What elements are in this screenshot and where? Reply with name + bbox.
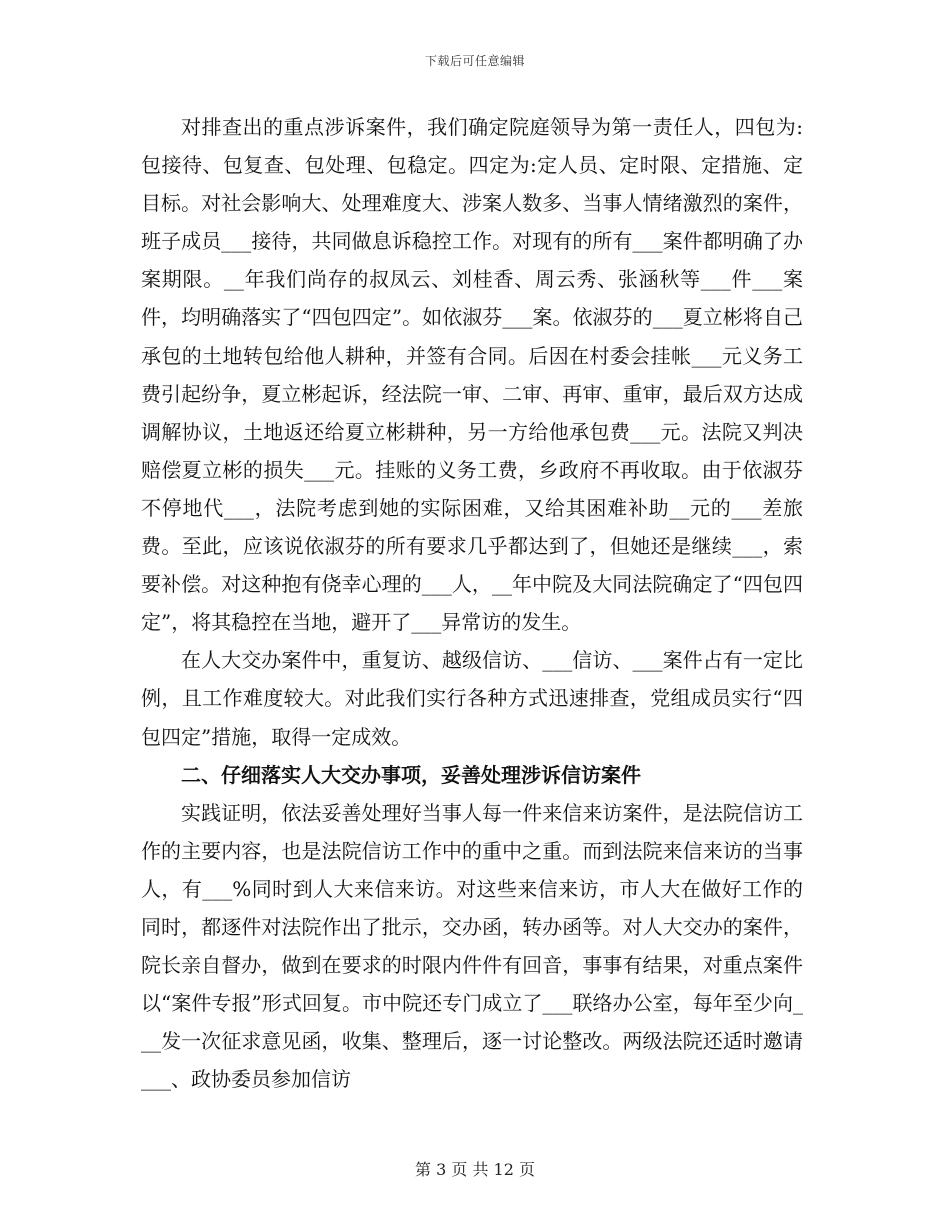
body-paragraph-2: 在人大交办案件中，重复访、越级信访、___信访、___案件占有一定比例，且工作难度较大。对此我们实行各种方式迅速排查，党组成员实行“四包四定”措施，取得一定成效。 <box>141 648 803 749</box>
page-number: 第 3 页 共 12 页 <box>415 1160 535 1179</box>
body-paragraph-1: 对排查出的重点涉诉案件，我们确定院庭领导为第一责任人，四包为:包接待、包复查、包处理、包稳定。四定为:定人员、定时限、定措施、定目标。对社会影响大、处理难度大、涉案人数多、当事人情绪激烈的案件，班子成员___接待，共同做息诉稳控工作。对现有的所有___案件都明确了办案期限。__年我们尚存的叔凤云、刘桂香、周云秀、张涵秋等___件___案件，均明确落实了“四包四定”。如依淑芬___案。依淑芬的___夏立彬将自己承包的土地转包给他人耕种，并签有合同。后因在村委会挂帐___元义务工费引起纷争，夏立彬起诉，经法院一审、二审、再审、重审，最后双方达成调解协议，土地返还给夏立彬耕种，另一方给他承包费___元。法院又判决赔偿夏立彬的损失___元。挂账的义务工费，乡政府不再收取。由于依淑芬不停地代___，法院考虑到她的实际困难，又给其困难补助__元的___差旅费。至此，应该说依淑芬的所有要求几乎都达到了，但她还是继续___，索要补偿。对这种抱有侥幸心理的___人，__年中院及大同法院确定了“四包四定”，将其稳控在当地，避开了___异常访的发生。 <box>141 115 803 635</box>
document-body <box>141 108 803 1098</box>
section-heading: 二、仔细落实人大交办事项，妥善处理涉诉信访案件 <box>181 762 641 787</box>
header-note: 下载后可任意编辑 <box>424 54 525 68</box>
body-paragraph-3: 实践证明，依法妥善处理好当事人每一件来信来访案件，是法院信访工作的主要内容，也是法院信访工作中的重中之重。而到法院来信来访的当事人，有___%同时到人大来信来访。对这些来信来访，市人大在做好工作的同时，都逐件对法院作出了批示，交办函，转办函等。对人大交办的案件，院长亲自督办，做到在要求的时限内件件有回音，事事有结果，对重点案件以“案件专报”形式回复。市中院还专门成立了___联络办公室，每年至少向___发一次征求意见函，收集、整理后，逐一讨论整改。两级法院还适时邀请___、政协委员参加信访 <box>141 800 803 1092</box>
